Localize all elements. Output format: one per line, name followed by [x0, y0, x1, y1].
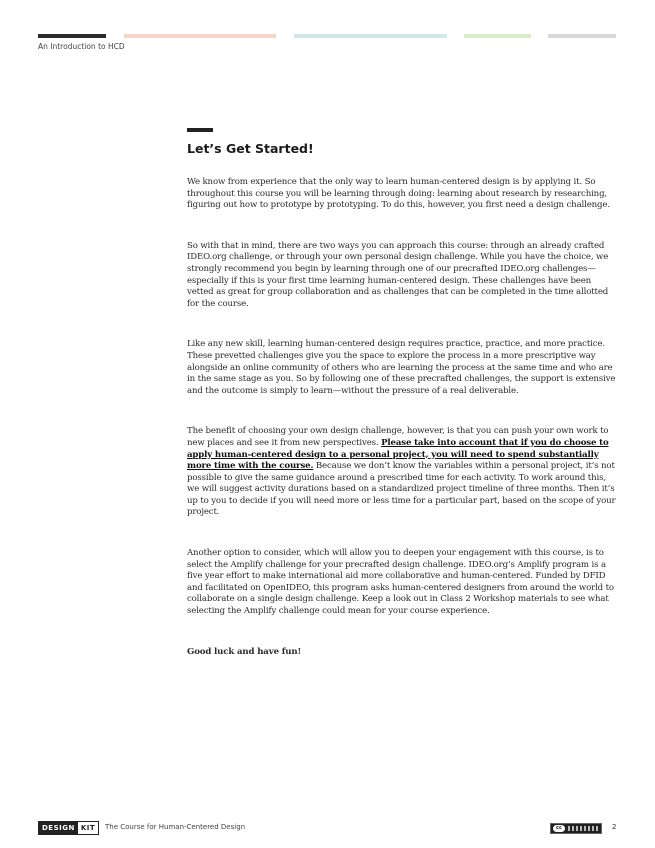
page-title: Let’s Get Started!	[187, 141, 314, 156]
paragraph-3: Like any new skill, learning human-centered design requires practice, practice, and more practice. These prevetted challenges give you the space to explore the process in a more prescriptive way alongside an online community of others who are learning the process at the same time and who are in the same stage as you. So by following one of these precrafted challenges, the support is extensive and the outcome is simply to learn—without the pressure of a real deliverable.	[187, 339, 616, 396]
paragraph-2: So with that in mind, there are two ways you can approach this course: through an already crafted IDEO.org challenge, or through your own personal design challenge. While you have the choice, we strongly recommend you begin by learning through one of our precrafted IDEO.org challenges—especially if this is your first time learning human-centered design. These challenges have been vetted as great for group collaboration and as challenges that can be completed in the time allotted for the course.	[187, 240, 609, 309]
section-bar-active	[38, 34, 106, 38]
course-title: The Course for Human-Centered Design	[105, 823, 246, 831]
design-kit-logo	[38, 821, 99, 835]
paragraph-1: We know from experience that the only way to learn human-centered design is by applying it. So throughout this course you will be learning through doing: learning about research by researching, figuring out how to prototype by prototyping. To do this, however, you first need a design challenge.	[187, 177, 610, 211]
creative-commons-badge-icon	[550, 823, 602, 834]
closing-line: Good luck and have fun!	[187, 646, 302, 657]
license-marks	[568, 826, 598, 831]
section-bar-5	[548, 34, 616, 38]
logo-word-design: DESIGN	[39, 822, 78, 834]
title-rule	[187, 128, 213, 132]
section-bar-2	[124, 34, 276, 38]
cc-mark: cc	[553, 825, 565, 832]
paragraph-5: Another option to consider, which will allow you to deepen your engagement with this course, is to select the Amplify challenge for your precrafted design challenge. IDEO.org’s Amplify program is a five year effort to make international aid more collaborative and human-centered. Funded by DFID and facilitated on OpenIDEO, this program asks human-centered designers from around the world to collaborate on a single design challenge. Keep a look out in Class 2 Workshop materials to see what selecting the Amplify challenge could mean for your course experience.	[187, 548, 614, 617]
paragraph-4-intro: The benefit of choosing your own design challenge, however, is that you can push your own work to new places and see it from new perspectives.	[187, 426, 609, 448]
body-content	[187, 177, 617, 679]
document-section-label: An Introduction to HCD	[38, 42, 125, 51]
paragraph-4-rest: Because we don’t know the variables within a personal project, it’s not possible to give the same guidance around a prescribed time for each activity. To work around this, we will suggest activity durations based on a standardized project timeline of three months. Then it’s up to you to decide if you will need more or less time for a particular part, based on the scope of your project.	[187, 461, 616, 518]
section-bar-3	[294, 34, 447, 38]
section-bar-4	[464, 34, 531, 38]
paragraph-4-emphasis: Please take into account that if you do choose to apply human-centered design to a personal project, you will need to spend substantially more time with the course.	[187, 437, 609, 472]
logo-word-kit: KIT	[78, 822, 98, 834]
paragraph-4	[187, 426, 617, 519]
page-number: 2	[612, 823, 617, 831]
